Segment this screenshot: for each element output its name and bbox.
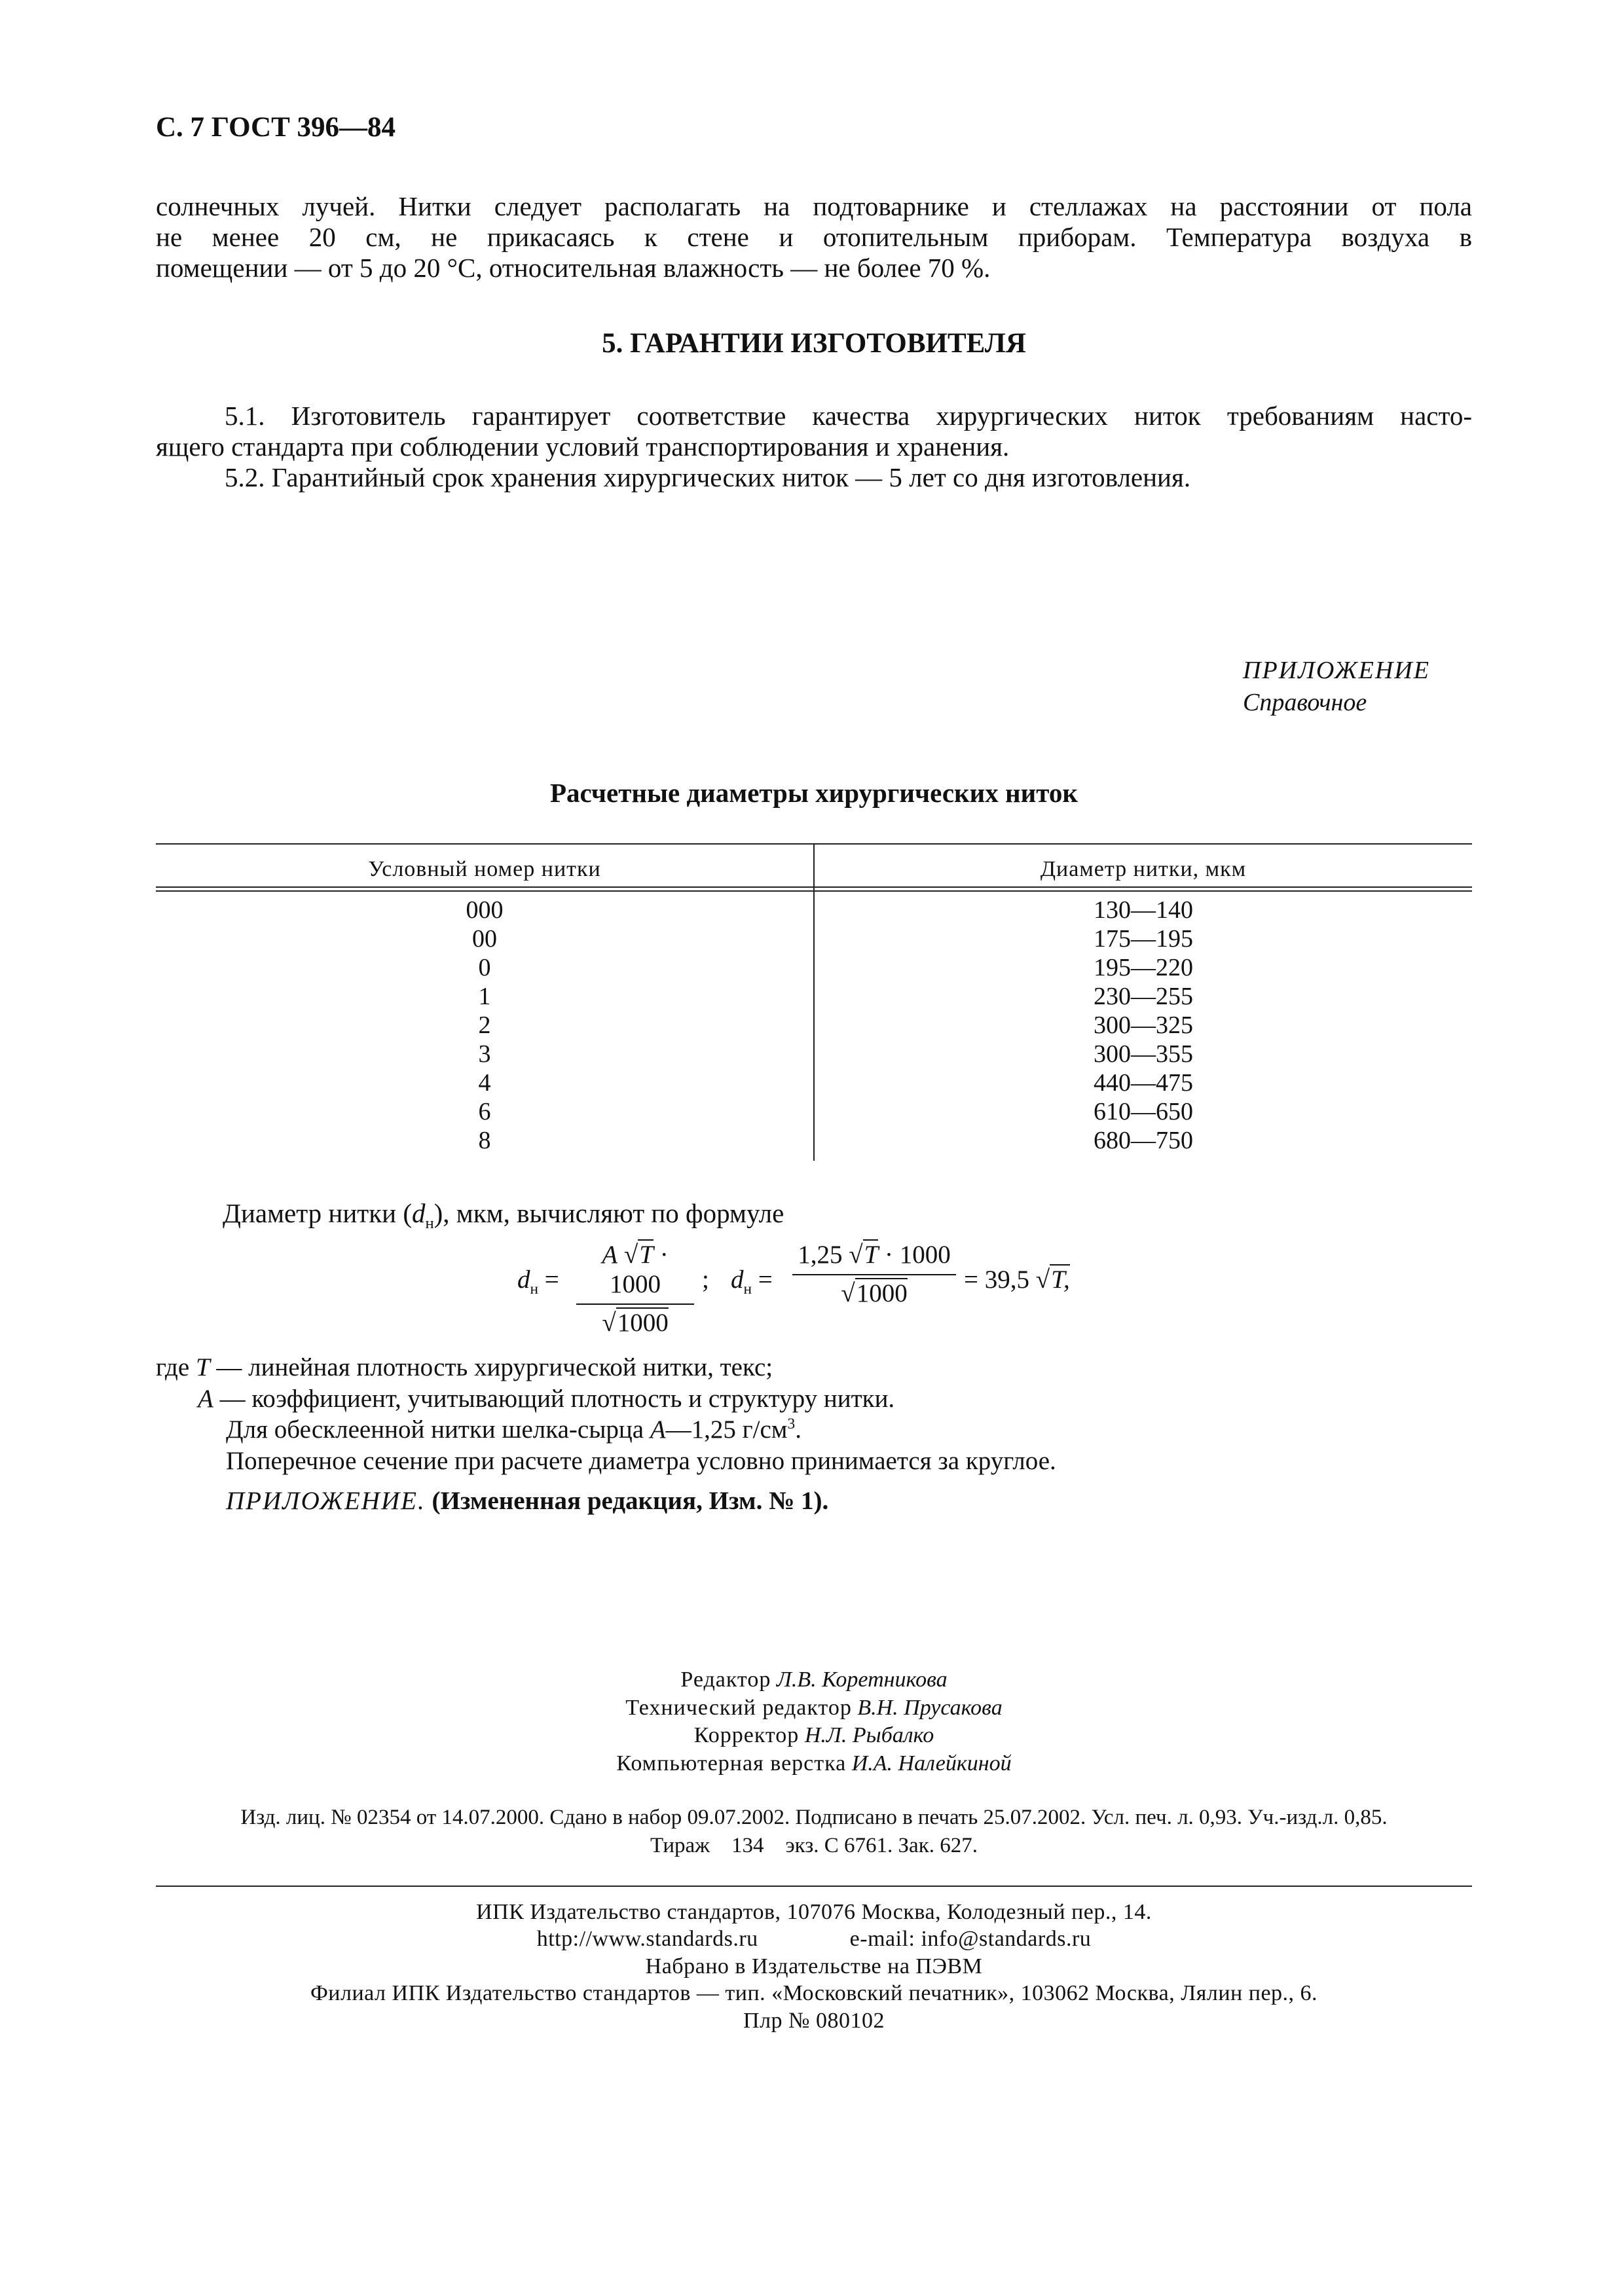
table-cell-thread-number: 8: [478, 1127, 491, 1154]
footer-divider: [156, 1886, 1472, 1887]
clause-5-1-line-2: ящего стандарта при соблюдении условий транспортирования и хранения.: [156, 431, 1010, 462]
publication-line-1: Изд. лиц. № 02354 от 14.07.2000. Сдано в набор 09.07.2002. Подписано в печать 25.07.2002. Усл. печ. л. 0,93. Уч.-изд.л. 0,85.: [240, 1806, 1388, 1829]
table-cell-thread-diameter: 300—325: [1094, 1011, 1193, 1039]
formula-fraction-2: $\frac{1,25 √T \cdot 1000}{√1000}$: [792, 1241, 956, 1309]
publication-info: [156, 1804, 1472, 1860]
formula-explanation: [156, 1352, 1056, 1517]
section5-clause-1: [156, 401, 1472, 493]
table-cell-thread-diameter: 175—195: [1094, 925, 1193, 953]
footer-branch-address: Филиал ИПК Издательство стандартов — тип. «Московский печатник», 103062 Москва, Лялин пер., 6.: [310, 1981, 1318, 2006]
formula-lhs-2: $d_н$ =: [731, 1266, 773, 1298]
credit-editor: Редактор Л.В. Коретникова: [680, 1667, 948, 1692]
where-line-2: A — коэффициент, учитывающий плотность и структуру нитки.: [198, 1384, 895, 1413]
table-cell-thread-number: 6: [478, 1098, 491, 1125]
where-line-4: Поперечное сечение при расчете диаметра условно принимается за круглое.: [226, 1446, 1056, 1475]
publication-line-2: Тираж 134 экз. С 6761. Зак. 627.: [650, 1833, 978, 1857]
diameter-formula: [517, 1241, 1172, 1337]
where-line-1: где T — линейная плотность хирургической нитки, текс;: [156, 1353, 773, 1381]
storage-line-1: солнечных лучей. Нитки следует располагать на подтоварнике и стеллажах на расстоянии от пола: [156, 191, 1472, 221]
header-thread-diameter: Диаметр нитки, мкм: [1040, 857, 1247, 881]
footer-license: Плр № 080102: [743, 2008, 885, 2033]
credit-technical-editor: Технический редактор В.Н. Прусакова: [625, 1695, 1003, 1720]
table-cell-thread-diameter: 230—255: [1094, 983, 1193, 1010]
footer-typeset-note: Набрано в Издательстве на ПЭВМ: [645, 1954, 983, 1978]
table-cell-thread-diameter: 300—355: [1094, 1040, 1193, 1068]
table-cell-thread-number: 4: [478, 1069, 491, 1097]
page-header: С. 7 ГОСТ 396—84: [156, 112, 396, 143]
appendix-type: Справочное: [1243, 689, 1367, 717]
section-title: 5. ГАРАНТИИ ИЗГОТОВИТЕЛЯ: [602, 328, 1026, 359]
where-line-3: Для обесклеенной нитки шелка-сырца A—1,25 $г/см^3$.: [226, 1415, 802, 1444]
table-title: Расчетные диаметры хирургических ниток: [549, 778, 1078, 808]
footer-publisher-address: ИПК Издательство стандартов, 107076 Москва, Колодезный пер., 14.: [476, 1900, 1152, 1924]
formula-fraction-1: $\frac{A √T \cdot 1000}{√1000}$: [576, 1241, 694, 1338]
storage-line-3: помещении — от 5 до 20 °С, относительная влажность — не более 70 %.: [156, 253, 991, 283]
header-thread-number: Условный номер нитки: [368, 857, 601, 881]
storage-line-2: не менее 20 см, не прикасаясь к стене и отопительным приборам. Температура воздуха в: [156, 222, 1472, 253]
formula-result: = 39,5 √T,: [964, 1266, 1070, 1294]
table-cell-thread-number: 000: [466, 896, 504, 924]
storage-paragraph: [156, 191, 1472, 283]
footer-url: http://www.standards.ru: [536, 1927, 758, 1952]
table-cell-thread-diameter: 440—475: [1094, 1069, 1193, 1097]
credit-proofreader: Корректор Н.Л. Рыбалко: [693, 1723, 934, 1747]
table-cell-thread-number: 3: [478, 1040, 491, 1068]
footer-contacts: [156, 1925, 1472, 1952]
table-cell-thread-number: 0: [478, 954, 491, 981]
table-cell-thread-diameter: 195—220: [1094, 954, 1193, 981]
column-thread-diameter: [815, 896, 1472, 1155]
formula-intro: Диаметр нитки $(d_н)$, мкм, вычисляют по формуле: [223, 1198, 784, 1233]
table-cell-thread-number: 1: [478, 983, 491, 1010]
clause-5-2: 5.2. Гарантийный срок хранения хирургических ниток — 5 лет со дня изготовления.: [225, 462, 1191, 493]
formula-lhs-1: $d_н$ =: [517, 1266, 559, 1298]
table-cell-thread-diameter: 130—140: [1094, 896, 1193, 924]
clause-5-1-line-1: 5.1. Изготовитель гарантирует соответствие качества хирургических ниток требованиям насто-: [225, 401, 1472, 431]
amendment-note: ПРИЛОЖЕНИЕ. (Измененная редакция, Изм. № 1).: [226, 1487, 829, 1516]
column-thread-number: [156, 896, 813, 1155]
table-cell-thread-number: 00: [472, 925, 497, 953]
appendix-title: ПРИЛОЖЕНИЕ: [1243, 657, 1430, 684]
formula-separator: ;: [702, 1266, 709, 1294]
table-cell-thread-diameter: 680—750: [1094, 1127, 1193, 1154]
footer-email: e-mail: info@standards.ru: [849, 1927, 1092, 1952]
appendix-label: [1243, 655, 1430, 720]
credit-layout: Компьютерная верстка И.А. Налейкиной: [616, 1751, 1012, 1776]
table-cell-thread-diameter: 610—650: [1094, 1098, 1193, 1125]
publisher-footer: [156, 1899, 1472, 2034]
table-cell-thread-number: 2: [478, 1011, 491, 1039]
editorial-credits: [156, 1666, 1472, 1777]
